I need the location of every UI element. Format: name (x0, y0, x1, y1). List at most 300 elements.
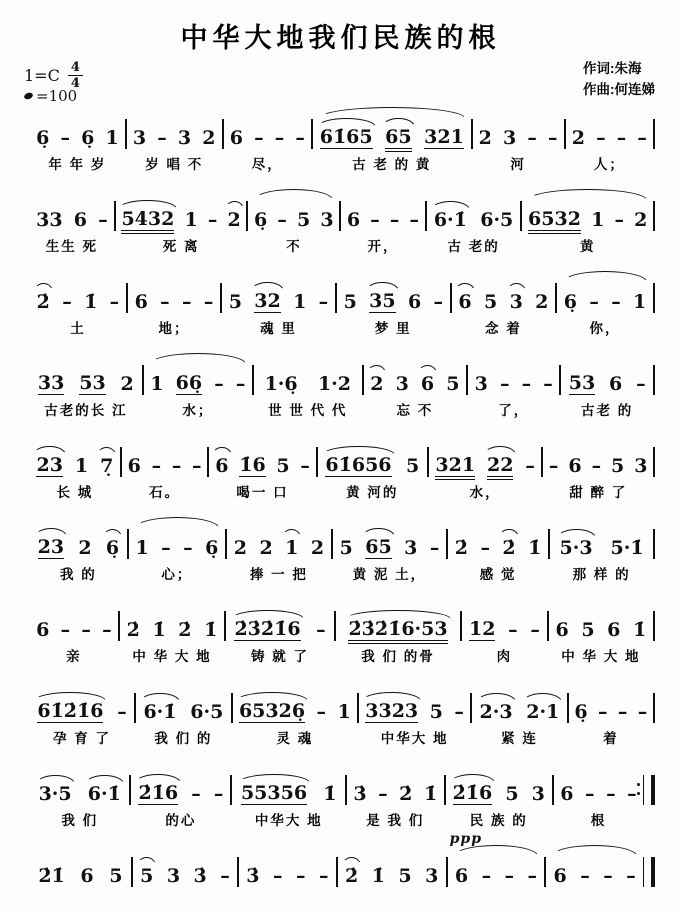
measure (543, 445, 653, 503)
dash: – (220, 865, 230, 888)
note: 3 (395, 373, 409, 396)
lyric-text: 古老 的 (581, 403, 634, 418)
dash: – (481, 865, 492, 888)
notes-row (472, 363, 555, 395)
lyric-text: 生生 死 (45, 239, 99, 254)
lyric-text (137, 891, 233, 913)
notes-row (345, 199, 420, 231)
note: 6 (73, 209, 88, 232)
note: 6·1̇ (143, 701, 177, 724)
time-signature-lower: 4 (70, 76, 80, 91)
note: 7̣ (100, 455, 114, 478)
note: 3̇ (246, 865, 260, 888)
dash: – (611, 291, 621, 314)
note: 6·1̇ (433, 209, 467, 232)
note: 5 (297, 209, 311, 232)
note: 3 (509, 291, 523, 314)
dash: – (627, 783, 637, 806)
barline (653, 365, 655, 395)
note: 61̇2̇1̇6 (37, 700, 104, 723)
dash: – (596, 127, 606, 150)
measure (341, 199, 424, 257)
lyricist-credit: 作词:朱海 (583, 61, 642, 76)
dash: – (191, 783, 201, 806)
measure (233, 691, 357, 749)
notes-row (553, 609, 649, 641)
note: 2 (233, 537, 247, 560)
notes-row (34, 855, 127, 887)
note: 6 (555, 619, 569, 642)
measure (549, 609, 653, 667)
time-signature-upper: 4 (68, 61, 83, 76)
measure (248, 199, 339, 257)
lyric-text: 人； (593, 157, 625, 172)
note: 6 (215, 455, 229, 478)
note: 3·5 (38, 783, 72, 806)
dash: – (62, 291, 72, 314)
note: 5 (429, 701, 443, 724)
note: 5 (228, 291, 242, 314)
note: 6 (609, 373, 623, 396)
note: 2̇1̇6 (138, 782, 179, 805)
score-line (30, 117, 655, 175)
dash: – (203, 291, 214, 314)
note: 2·3 (479, 701, 513, 724)
notes-row (476, 691, 563, 723)
notes-row (34, 609, 114, 641)
note: 55356 (240, 782, 308, 805)
lyric-text: 铸 就 了 (251, 649, 310, 664)
lyric-text: 古老的长 江 (44, 403, 128, 418)
note: 2 (78, 537, 92, 560)
lyric-text: 捧 一 把 (249, 567, 308, 582)
measure (557, 281, 653, 339)
barline (653, 693, 655, 723)
dash: – (527, 127, 537, 150)
measure (522, 199, 653, 257)
score-line (30, 773, 655, 831)
notes-row (573, 691, 649, 723)
note: 1̇ (204, 619, 218, 642)
note: 6 (346, 209, 361, 232)
note: 6 (229, 127, 243, 150)
note: 5432 (121, 208, 175, 231)
dash: – (637, 701, 648, 724)
note-head-icon (23, 92, 34, 101)
note: 6̣ (205, 537, 219, 560)
note: 5 (343, 291, 357, 314)
lyric-text: 魂 里 (260, 321, 297, 336)
notes-row (34, 527, 123, 559)
lyric-text: 念 着 (485, 321, 522, 336)
note: 6̣ (563, 291, 577, 314)
lyric-text: 长 城 (56, 485, 94, 500)
sheet-music-page (0, 16, 681, 900)
tempo-marking (24, 87, 77, 105)
note: 1 (591, 209, 605, 232)
barline (653, 119, 655, 149)
lyric-text: 你， (589, 321, 621, 336)
note: 3 (132, 127, 147, 150)
lyric-text: 喝一 口 (236, 485, 289, 500)
note: 1 (293, 291, 307, 314)
notes-row (337, 527, 442, 559)
score (30, 117, 655, 913)
measure (337, 281, 450, 339)
note: 3̇ (353, 783, 367, 806)
notes-row (558, 773, 639, 805)
lyric-text: 我 们 (61, 813, 99, 828)
notes-row (133, 527, 221, 559)
final-barline (643, 857, 655, 887)
lyric-text: 水， (469, 485, 501, 500)
lyric-text: 甜 醉 了 (569, 485, 628, 500)
dash: – (389, 209, 400, 232)
measure (129, 527, 225, 585)
dash: – (235, 373, 246, 396)
note: 1̇ (528, 537, 542, 560)
note: 5 (109, 865, 123, 888)
note: 6 (458, 291, 472, 314)
note: 33 (36, 209, 63, 232)
note: 2 (120, 373, 134, 396)
dash: – (480, 537, 490, 560)
note: 2·1 (526, 701, 560, 724)
notes-row (565, 363, 649, 395)
notes-row (317, 117, 467, 149)
score-line (30, 281, 655, 339)
measure (336, 609, 460, 667)
measure (30, 281, 126, 339)
note: 1̇ (632, 619, 647, 642)
key-time-signature (24, 61, 83, 90)
dash: – (591, 455, 602, 478)
notes-row (34, 363, 138, 395)
note: 5 (140, 865, 154, 888)
measure (144, 363, 252, 421)
notes-row (351, 773, 440, 805)
measure (30, 527, 127, 585)
dash: – (274, 127, 285, 150)
dash: – (589, 291, 599, 314)
lyric-text: 开， (367, 239, 399, 254)
measure (566, 117, 653, 175)
dash: – (272, 865, 283, 888)
note: 53 (79, 372, 106, 395)
note: 2 (634, 209, 648, 232)
note: 2 (310, 537, 325, 560)
note: 6 (36, 619, 50, 642)
notes-row (140, 691, 227, 723)
dash: – (295, 127, 305, 150)
notes-row (477, 117, 560, 149)
dash: – (60, 619, 71, 642)
note: 2̇ (178, 619, 192, 642)
notes-row (231, 527, 327, 559)
note: 2̇ (502, 537, 516, 560)
note: 2 (370, 373, 384, 396)
note: 53 (568, 372, 596, 395)
lyric-text: 民 族 的 (469, 813, 528, 828)
measure (122, 445, 208, 503)
dash: – (499, 373, 510, 396)
measure (254, 363, 362, 421)
lyric-text: 尽， (251, 157, 283, 172)
note: 3 (166, 865, 181, 888)
notes-row (526, 199, 649, 231)
lyric-text (550, 891, 639, 913)
lyric-text: 心； (161, 567, 193, 582)
measure (131, 773, 230, 831)
dash: – (521, 373, 532, 396)
measure (347, 773, 444, 831)
measure (30, 855, 131, 913)
lyric-text: 不 (286, 239, 302, 254)
tempo-value: =100 (36, 87, 78, 105)
note: 1 (285, 537, 299, 560)
notes-row (570, 117, 649, 149)
note: 3 (503, 127, 517, 150)
dash: – (81, 619, 91, 642)
note: 23 (37, 536, 65, 559)
note: 1̇ (84, 291, 98, 314)
measure (226, 609, 334, 667)
barline (653, 201, 655, 231)
barline (653, 283, 655, 313)
measure (359, 691, 470, 749)
measure (569, 691, 653, 749)
notes-row (237, 691, 353, 723)
score-line (30, 691, 655, 749)
note: 2 (571, 127, 585, 150)
dash: – (102, 619, 112, 642)
measure (30, 117, 125, 175)
lyric-text: 了， (498, 403, 530, 418)
note: 6̣ (253, 209, 268, 232)
notes-row (452, 527, 544, 559)
notes-row (456, 281, 551, 313)
notes-row (124, 609, 220, 641)
note: 2̇ (399, 783, 413, 806)
dash: – (370, 209, 380, 232)
dash: – (60, 127, 70, 150)
note: 1·6̣ (264, 373, 298, 396)
note: 5 (505, 783, 519, 806)
lyric-text: 我 的 (59, 567, 97, 582)
measure (473, 117, 564, 175)
note: 5 (398, 865, 412, 888)
lyric-text: 孕 育 了 (53, 731, 112, 746)
lyric-text: 梦 里 (374, 321, 412, 336)
lyric-text: 死 离 (162, 239, 200, 254)
measure (448, 527, 548, 585)
note: 5 (611, 455, 625, 478)
note: 5 (446, 373, 460, 396)
notes-row (213, 445, 311, 477)
measure (546, 855, 643, 913)
note: 3 (320, 209, 334, 232)
time-signature (68, 61, 83, 90)
note: 6·1̇ (87, 783, 121, 806)
note: 5 (581, 619, 595, 642)
measure (128, 281, 220, 339)
notes-row (228, 117, 307, 149)
note: 2 (227, 209, 241, 232)
note: 1 (633, 291, 647, 314)
note: 1 (135, 537, 149, 560)
lyric-text: 紧 连 (501, 731, 538, 746)
notes-row (236, 773, 341, 805)
notes-row (137, 855, 233, 887)
note: 1̇ (152, 619, 166, 642)
measure (227, 527, 331, 585)
note: 6·5 (190, 701, 224, 724)
composer-credit: 作曲:何连娣 (583, 81, 655, 97)
score-line (30, 527, 655, 585)
score-meta (18, 61, 663, 107)
dash: – (637, 127, 647, 150)
notes-row (126, 445, 204, 477)
notes-row (258, 363, 358, 395)
dash: – (157, 127, 167, 150)
measure (364, 363, 466, 421)
lyric-text: 年 年 岁 (48, 157, 107, 172)
dash: – (429, 537, 440, 560)
note: 2̇ (36, 291, 50, 314)
lyric-text: 那 样 的 (572, 567, 631, 582)
note: 6532 (528, 208, 581, 231)
measure (427, 199, 521, 257)
dash: – (603, 865, 613, 888)
dash: – (614, 209, 624, 232)
note: 1̇6 (239, 454, 266, 477)
lyric-text: 肉 (496, 649, 513, 664)
notes-row (34, 691, 130, 723)
measure (133, 855, 237, 913)
dash: – (548, 127, 558, 150)
credits (583, 59, 655, 101)
lyric-text (342, 891, 442, 913)
note: 61̇65 (319, 126, 373, 149)
measure (30, 773, 129, 831)
measure (452, 281, 555, 339)
note: 1 (150, 373, 164, 396)
measure (318, 445, 427, 503)
dash: – (183, 537, 193, 560)
measure (550, 527, 653, 585)
lyric-text (243, 891, 332, 913)
lyric-text: 着 (603, 731, 619, 746)
lyric-text: 水； (182, 403, 214, 418)
note: 2̇3̇2̇1̇6·53 (348, 618, 448, 641)
notes-row (135, 773, 226, 805)
dash: – (580, 865, 590, 888)
note: 6 (607, 619, 621, 642)
dash: – (318, 291, 329, 314)
measure (30, 363, 142, 421)
lyric-text: 根 (590, 813, 607, 828)
lyric-text: 感 觉 (479, 567, 517, 582)
note: 6·5 (480, 209, 514, 232)
dash: – (254, 127, 264, 150)
note: 6 (553, 865, 567, 888)
barline (653, 611, 655, 641)
notes-row (34, 445, 116, 477)
note: 5·3 (559, 537, 593, 560)
note: 2̇ (126, 619, 140, 642)
measure (120, 609, 224, 667)
score-line (30, 831, 655, 913)
measure (561, 363, 653, 421)
note: 2̇1̇6 (452, 782, 493, 805)
lyric-text: 河 (510, 157, 526, 172)
note: 6 (568, 455, 582, 478)
note: 6 (420, 373, 435, 396)
note: 5 (276, 455, 290, 478)
measure (30, 445, 120, 503)
dash: – (527, 865, 538, 888)
note: 65 (385, 126, 412, 149)
lyric-text: 黄 (579, 239, 596, 254)
lyric-text: 石。 (149, 485, 181, 500)
note: 33 (37, 372, 65, 395)
repeat-barline (643, 775, 655, 805)
measure (338, 855, 446, 913)
notes-row (34, 199, 110, 231)
note: 6 (454, 865, 469, 888)
measure (209, 445, 315, 503)
dash: – (454, 701, 464, 724)
lyric-text: 亲 (66, 649, 82, 664)
note: 1 (184, 209, 198, 232)
notes-row (252, 199, 335, 231)
dash: – (213, 783, 224, 806)
note: 1 (74, 455, 89, 478)
note: 12 (468, 618, 496, 641)
dash: – (151, 455, 162, 478)
lyric-text: 岁 唱 不 (145, 157, 204, 172)
notes-row (554, 527, 649, 559)
note: 5·1̇ (610, 537, 644, 560)
notes-row (226, 281, 331, 313)
note: 3̇ (193, 865, 207, 888)
dash: – (626, 865, 636, 888)
dash: – (636, 373, 646, 396)
notes-row (230, 609, 330, 641)
measure (446, 773, 552, 831)
notes-row (550, 855, 639, 887)
note: 65 (365, 536, 392, 559)
note: 3 (425, 865, 439, 888)
note: 2 (202, 127, 216, 150)
dash: – (530, 619, 540, 642)
notes-row (450, 773, 548, 805)
note: 1̇ (423, 783, 438, 806)
dash: – (277, 209, 287, 232)
lyric-text: 土 (70, 321, 86, 336)
lyric-text: 中 华 大 地 (561, 649, 641, 664)
note: 6̣ (105, 537, 120, 560)
dash: – (409, 209, 420, 232)
score-line (30, 445, 655, 503)
dash: – (117, 701, 127, 724)
note: 6 (560, 783, 574, 806)
measure (313, 117, 471, 175)
note: 2̇ (454, 537, 469, 560)
lyric-text: 灵 魂 (276, 731, 314, 746)
notes-row (34, 117, 121, 149)
note: 2 (478, 127, 492, 150)
